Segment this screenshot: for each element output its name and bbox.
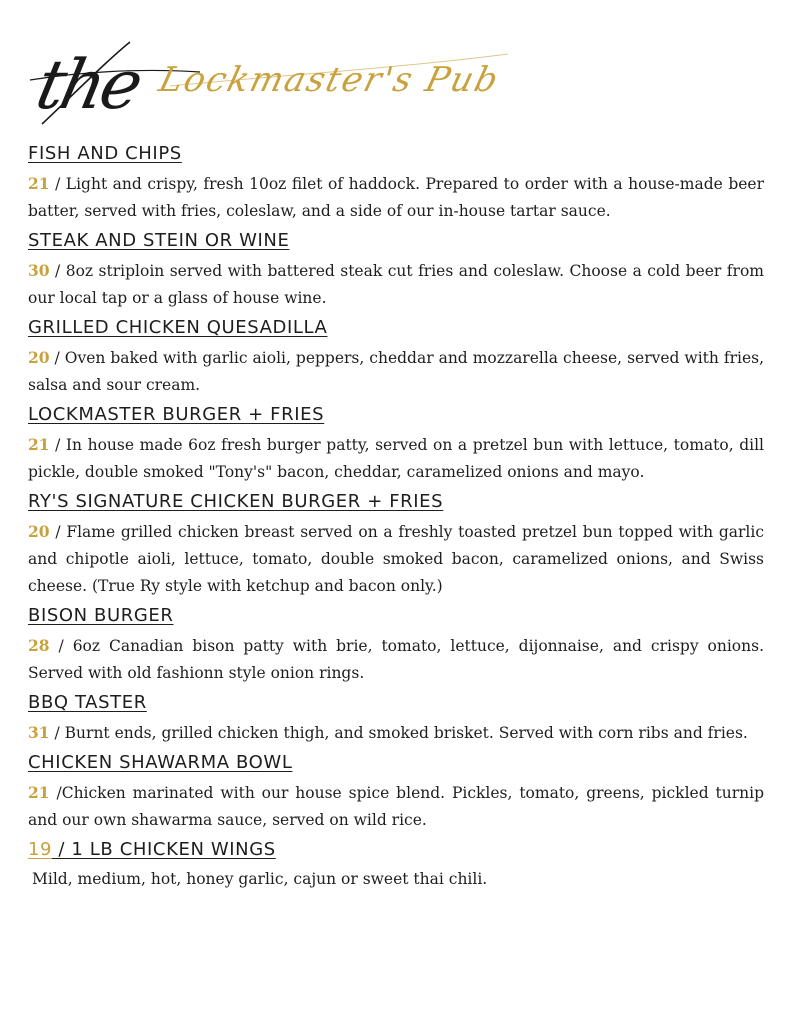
menu-item: [28, 751, 764, 834]
price-separator: /: [49, 637, 73, 655]
item-title: GRILLED CHICKEN QUESADILLA: [28, 317, 328, 338]
item-description: [28, 170, 764, 225]
item-desc-text: Light and crispy, fresh 10oz filet of haddock. Prepared to order with a house-made beer batter, served with fries, coleslaw, and a side of our in-house tartar sauce.: [28, 175, 765, 220]
menu-item: [28, 403, 764, 486]
item-description: [28, 257, 764, 312]
item-price: 21: [28, 174, 50, 193]
item-title: CHICKEN SHAWARMA BOWL: [28, 752, 293, 773]
menu-item-wings: [28, 838, 764, 893]
item-title: LOCKMASTER BURGER + FRIES: [28, 404, 325, 425]
item-description: [28, 431, 764, 486]
price-separator: /: [49, 784, 62, 802]
price-separator: /: [49, 523, 67, 541]
menu-item: [28, 604, 764, 687]
item-title: BBQ TASTER: [28, 692, 147, 713]
wings-title: [28, 838, 282, 862]
item-price: 28: [28, 636, 50, 655]
wings-description: Mild, medium, hot, honey garlic, cajun or sweet thai chili.: [32, 870, 488, 888]
item-price: 31: [28, 723, 50, 742]
item-title: FISH AND CHIPS: [28, 143, 182, 164]
item-description: [28, 344, 764, 399]
item-desc-text: Oven baked with garlic aioli, peppers, cheddar and mozzarella cheese, served with fries, salsa and sour cream.: [28, 349, 765, 394]
menu-item: [28, 691, 764, 747]
price-separator: /: [49, 175, 66, 193]
item-description: [28, 779, 764, 834]
item-desc-text: Burnt ends, grilled chicken thigh, and smoked brisket. Served with corn ribs and fries.: [64, 724, 748, 742]
menu-list: [28, 142, 764, 897]
logo-word-the: the: [29, 46, 146, 125]
menu-item: [28, 490, 764, 600]
price-separator: /: [49, 436, 66, 454]
item-desc-text: Flame grilled chicken breast served on a freshly toasted pretzel bun topped with garlic and chipotle aioli, lettuce, tomato, double smoked bacon, caramelized onions, and Swiss cheese. (True Ry style with ketchup and bacon only.): [28, 523, 765, 595]
item-price: 30: [28, 261, 50, 280]
item-title: BISON BURGER: [28, 605, 174, 626]
wings-title-text: / 1 LB CHICKEN WINGS: [52, 839, 276, 860]
price-separator: /: [49, 724, 65, 742]
logo-script-name: Lockmaster's Pub: [155, 60, 504, 100]
item-desc-text: 6oz Canadian bison patty with brie, tomato, lettuce, dijonnaise, and crispy onions. Served with old fashionn style onion rings.: [28, 637, 765, 682]
item-price: 21: [28, 435, 50, 454]
item-description: [28, 518, 764, 600]
item-description: [28, 719, 764, 747]
item-desc-text: In house made 6oz fresh burger patty, served on a pretzel bun with lettuce, tomato, dill pickle, double smoked "Tony's" bacon, cheddar, caramelized onions and mayo.: [28, 436, 764, 481]
menu-item: [28, 316, 764, 399]
item-price: 21: [28, 783, 50, 802]
item-title: STEAK AND STEIN OR WINE: [28, 230, 290, 251]
item-price: 20: [28, 522, 50, 541]
wings-price: 19: [28, 839, 53, 860]
price-separator: /: [49, 262, 66, 280]
item-desc-text: 8oz striploin served with battered steak cut fries and coleslaw. Choose a cold beer from our local tap or a glass of house wine.: [28, 262, 764, 307]
item-description: [28, 632, 764, 687]
menu-item: [28, 229, 764, 312]
item-price: 20: [28, 348, 50, 367]
item-desc-text: Chicken marinated with our house spice blend. Pickles, tomato, greens, pickled turnip and our own shawarma sauce, served on wild rice.: [28, 784, 764, 829]
price-separator: /: [49, 349, 65, 367]
menu-item: [28, 142, 764, 225]
item-title: RY'S SIGNATURE CHICKEN BURGER + FRIES: [28, 491, 444, 512]
pub-logo: [20, 28, 520, 138]
